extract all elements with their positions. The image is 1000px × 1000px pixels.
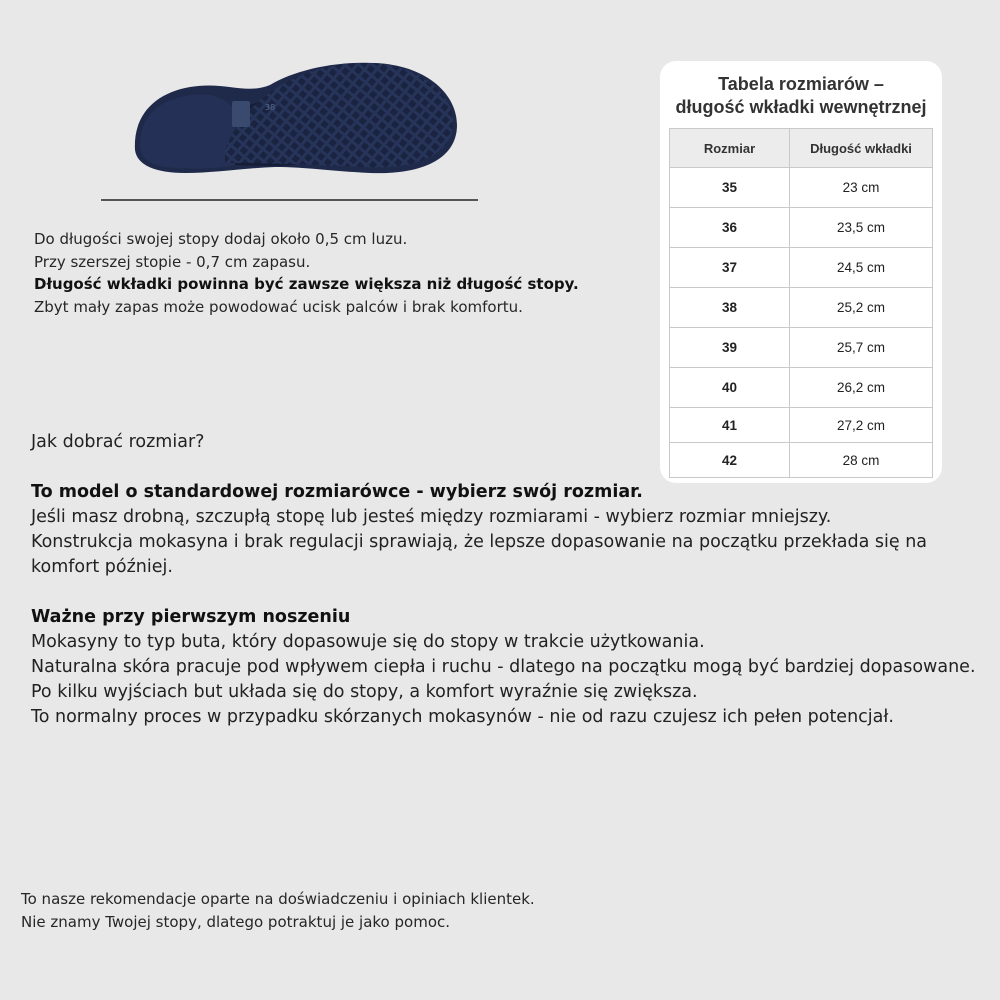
table-row [670, 168, 933, 208]
length-cell: 26,2 cm [790, 368, 933, 408]
column-header-length: Długość wkładki [790, 129, 933, 168]
size-cell: 35 [670, 168, 790, 208]
length-cell: 23 cm [790, 168, 933, 208]
length-cell: 28 cm [790, 443, 933, 478]
length-cell: 25,2 cm [790, 288, 933, 328]
disclaimer-line: To nasze rekomendacje oparte na doświadczeniu i opiniach klientek. [21, 890, 535, 908]
svg-text:38: 38 [265, 103, 276, 112]
size-table [669, 128, 933, 478]
guide-heading-standard-sizing: To model o standardowej rozmiarówce - wybierz swój rozmiar. [31, 482, 643, 502]
table-row [670, 288, 933, 328]
guide-paragraph: Po kilku wyjściach but układa się do stopy, a komfort wyraźnie się zwiększa. [31, 682, 698, 702]
length-cell: 27,2 cm [790, 408, 933, 443]
advice-line: Przy szerszej stopie - 0,7 cm zapasu. [34, 252, 311, 271]
column-header-size: Rozmiar [670, 129, 790, 168]
size-cell: 42 [670, 443, 790, 478]
length-cell: 24,5 cm [790, 248, 933, 288]
size-cell: 38 [670, 288, 790, 328]
size-table-title: Tabela rozmiarów – długość wkładki wewnętrznej [675, 74, 927, 117]
size-guide [31, 430, 976, 730]
disclaimer [21, 888, 721, 934]
size-cell: 37 [670, 248, 790, 288]
guide-paragraph: Mokasyny to typ buta, który dopasowuje się do stopy w trakcie użytkowania. [31, 632, 705, 652]
guide-paragraph: To normalny proces w przypadku skórzanych mokasynów - nie od razu czujesz ich pełen potencjał. [31, 707, 894, 727]
table-row [670, 328, 933, 368]
table-row [670, 368, 933, 408]
table-header-row [670, 129, 933, 168]
guide-paragraph: Jeśli masz drobną, szczupłą stopę lub jesteś między rozmiarami - wybierz rozmiar mniejszy. [31, 507, 832, 527]
guide-paragraph: Naturalna skóra pracuje pod wpływem ciepła i ruchu - dlatego na początku mogą być bardziej dopasowane. [31, 657, 976, 677]
advice-line: Zbyt mały zapas może powodować ucisk palców i brak komfortu. [34, 297, 523, 316]
length-cell: 25,7 cm [790, 328, 933, 368]
guide-heading-first-wear: Ważne przy pierwszym noszeniu [31, 607, 351, 627]
size-cell: 39 [670, 328, 790, 368]
table-row [670, 248, 933, 288]
size-cell: 41 [670, 408, 790, 443]
disclaimer-line: Nie znamy Twojej stopy, dlatego potraktuj je jako pomoc. [21, 913, 451, 931]
length-cell: 23,5 cm [790, 208, 933, 248]
size-cell: 36 [670, 208, 790, 248]
size-cell: 40 [670, 368, 790, 408]
size-table-card [660, 61, 942, 483]
advice-line: Do długości swojej stopy dodaj około 0,5 cm luzu. [34, 230, 408, 248]
table-row [670, 208, 933, 248]
shoe-sole-image [95, 55, 485, 210]
guide-paragraph: Konstrukcja mokasyna i brak regulacji sprawiają, że lepsze dopasowanie na początku przekłada się na komfort później. [31, 532, 928, 577]
advice-line-bold: Długość wkładki powinna być zawsze większa niż długość stopy. [34, 275, 579, 293]
insole-advice [34, 228, 634, 318]
guide-question: Jak dobrać rozmiar? [31, 432, 205, 452]
